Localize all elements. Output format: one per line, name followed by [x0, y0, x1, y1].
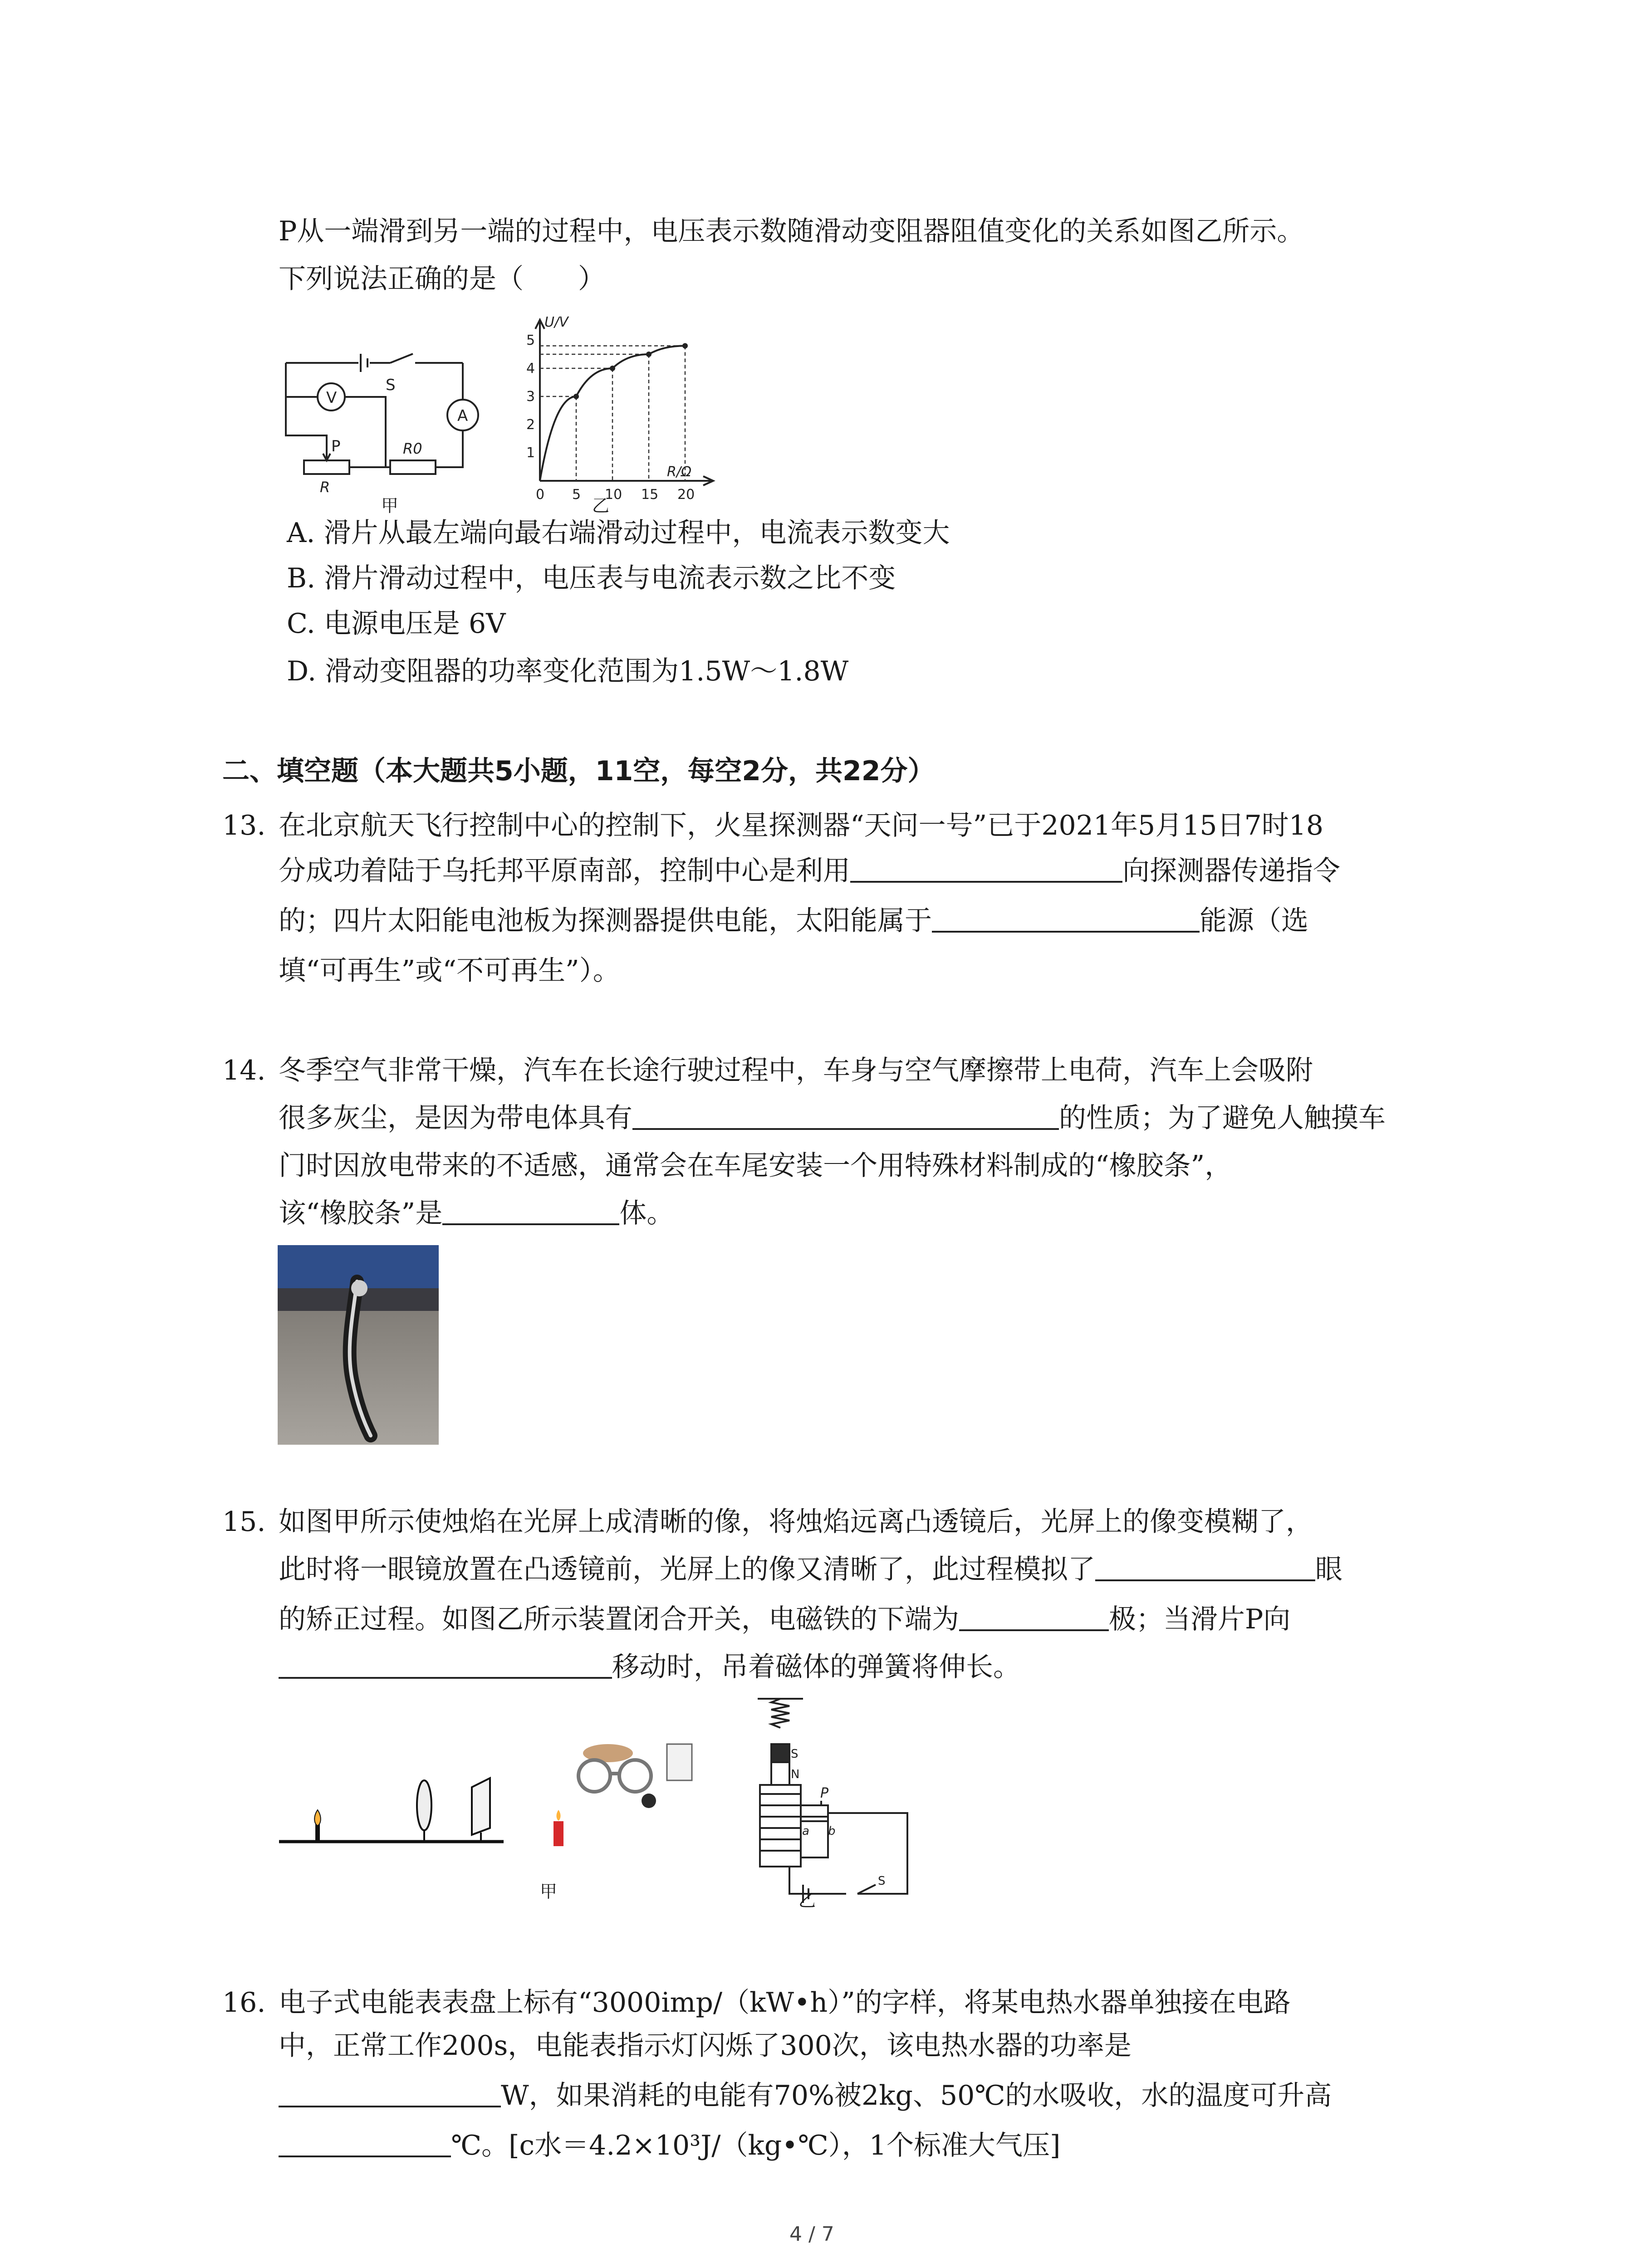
q16-l3a: W，如果消耗的电能有70%被2kg、50℃的水吸收，水的温度可升高	[501, 2080, 1332, 2112]
q15-l4: 移动时，吊着磁体的弹簧将伸长。	[612, 1651, 1020, 1683]
q15-line-3	[279, 1601, 1290, 1637]
x-tick-label: 20	[677, 487, 695, 503]
optical-bench-figure	[277, 1737, 740, 1887]
option-a: A. 滑片从最左端向最右端滑动过程中，电流表示数变大	[287, 517, 950, 549]
switch-s-label: S	[878, 1874, 886, 1888]
terminal-a-label: a	[802, 1824, 809, 1838]
q15-line-4	[279, 1649, 1020, 1685]
graph-x-label: R/Ω	[667, 464, 691, 480]
q14-line-4	[279, 1195, 674, 1232]
magnet-s-label: S	[791, 1747, 798, 1761]
x-tick-label: 10	[605, 487, 622, 503]
fig-jia-label: 甲	[381, 496, 399, 516]
q15-number: 15.	[222, 1506, 266, 1538]
q14-blank-1[interactable]	[632, 1103, 1059, 1130]
section-2-title: 二、填空题（本大题共5小题，11空，每空2分，共22分）	[222, 755, 935, 787]
q13-l2a: 分成功着陆于乌托邦平原南部，控制中心是利用	[279, 855, 850, 887]
x-tick-label: 0	[536, 487, 545, 503]
page-number: 4 / 7	[789, 2223, 834, 2246]
q15-line-2	[279, 1551, 1342, 1588]
q15-blank-1[interactable]	[1095, 1554, 1315, 1581]
q14-number: 14.	[222, 1055, 266, 1086]
rubber-strip-photo	[278, 1245, 439, 1445]
q13-line-2	[279, 853, 1340, 889]
magnet-n-label: N	[791, 1768, 800, 1781]
u-r-graph	[517, 313, 717, 513]
q13-l3a: 的；四片太阳能电池板为探测器提供电能，太阳能属于	[279, 905, 932, 937]
data-point	[573, 394, 579, 399]
q16-line-1: 电子式电能表表盘上标有“3000imp/（kW•h）”的字样，将某电热水器单独接在电路	[279, 1987, 1291, 2019]
option-c: C. 电源电压是 6V	[287, 608, 506, 640]
y-tick-label: 4	[526, 361, 535, 376]
y-tick-label: 3	[526, 389, 535, 405]
option-b: B. 滑片滑动过程中，电压表与电流表示数之比不变	[287, 562, 896, 594]
rheostat-label: R	[320, 479, 330, 496]
x-tick-label: 5	[572, 487, 581, 503]
data-point	[682, 343, 688, 348]
q15-l3a: 的矫正过程。如图乙所示装置闭合开关，电磁铁的下端为	[279, 1603, 959, 1635]
graph-y-label: U/V	[544, 314, 568, 330]
q15-l2a: 此时将一眼镜放置在凸透镜前，光屏上的像又清晰了，此过程模拟了	[279, 1554, 1095, 1585]
q14-line-1: 冬季空气非常干燥，汽车在长途行驶过程中，车身与空气摩擦带上电荷，汽车上会吸附	[279, 1055, 1313, 1086]
q14-l4a: 该“橡胶条”是	[279, 1198, 443, 1229]
q15-blank-2[interactable]	[959, 1604, 1109, 1631]
q16-l4a: ℃。[c水＝4.2×10³J/（kg•℃），1个标准大气压]	[451, 2130, 1061, 2161]
q15-fig-jia-label: 甲	[540, 1882, 558, 1901]
data-point	[646, 352, 652, 357]
q15-blank-3[interactable]	[279, 1652, 612, 1679]
q13-line-3	[279, 903, 1308, 939]
switch-label: S	[386, 376, 396, 394]
q13-blank-1[interactable]	[850, 855, 1122, 883]
terminal-b-label: b	[828, 1824, 836, 1838]
data-point	[610, 366, 615, 371]
q15-line-1: 如图甲所示使烛焰在光屏上成清晰的像，将烛焰远离凸透镜后，光屏上的像变模糊了，	[279, 1506, 1313, 1538]
q16-blank-2[interactable]	[279, 2130, 451, 2157]
q16-blank-1[interactable]	[279, 2080, 501, 2107]
slider-label: P	[331, 437, 341, 455]
q14-l4b: 体。	[619, 1198, 674, 1229]
electromagnet-figure	[749, 1694, 930, 1907]
q16-line-4	[279, 2127, 1060, 2164]
y-tick-label: 2	[526, 417, 535, 433]
q14-blank-2[interactable]	[442, 1198, 619, 1225]
q16-line-2: 中，正常工作200s，电能表指示灯闪烁了300次，该电热水器的功率是	[279, 2030, 1132, 2062]
q14-line-2	[279, 1100, 1386, 1136]
q14-l2b: 的性质；为了避免人触摸车	[1059, 1102, 1386, 1134]
ammeter-label: A	[457, 407, 468, 425]
resistor-label: R0	[403, 440, 422, 457]
circuit-diagram-jia	[281, 318, 481, 508]
q13-line-4: 填“可再生”或“不可再生”）。	[279, 955, 620, 987]
voltmeter-label: V	[326, 389, 337, 407]
q16-number: 16.	[222, 1987, 266, 2019]
q13-number: 13.	[222, 810, 266, 841]
q12-line-1: P从一端滑到另一端的过程中，电压表示数随滑动变阻器阻值变化的关系如图乙所示。	[279, 215, 1304, 247]
q16-line-3	[279, 2077, 1332, 2114]
q15-l2b: 眼	[1315, 1554, 1342, 1585]
option-d: D. 滑动变阻器的功率变化范围为1.5W～1.8W	[287, 655, 849, 687]
fig-yi-label: 乙	[592, 496, 610, 516]
q15-l3b: 极；当滑片P向	[1109, 1603, 1291, 1635]
q13-line-1: 在北京航天飞行控制中心的控制下，火星探测器“天问一号”已于2021年5月15日7时18	[279, 810, 1324, 841]
y-tick-label: 5	[526, 332, 535, 348]
q13-l2b: 向探测器传递指令	[1122, 855, 1340, 887]
q13-l3b: 能源（选	[1200, 905, 1308, 937]
x-tick-label: 15	[641, 487, 659, 503]
slider-p-label: P	[820, 1785, 829, 1801]
q14-l2a: 很多灰尘，是因为带电体具有	[279, 1102, 632, 1134]
q14-line-3: 门时因放电带来的不适感，通常会在车尾安装一个用特殊材料制成的“橡胶条”，	[279, 1150, 1232, 1182]
q15-fig-yi-label: 乙	[798, 1891, 816, 1911]
q13-blank-2[interactable]	[932, 905, 1200, 933]
y-tick-label: 1	[526, 445, 535, 461]
q12-line-2: 下列说法正确的是（ ）	[279, 263, 605, 295]
